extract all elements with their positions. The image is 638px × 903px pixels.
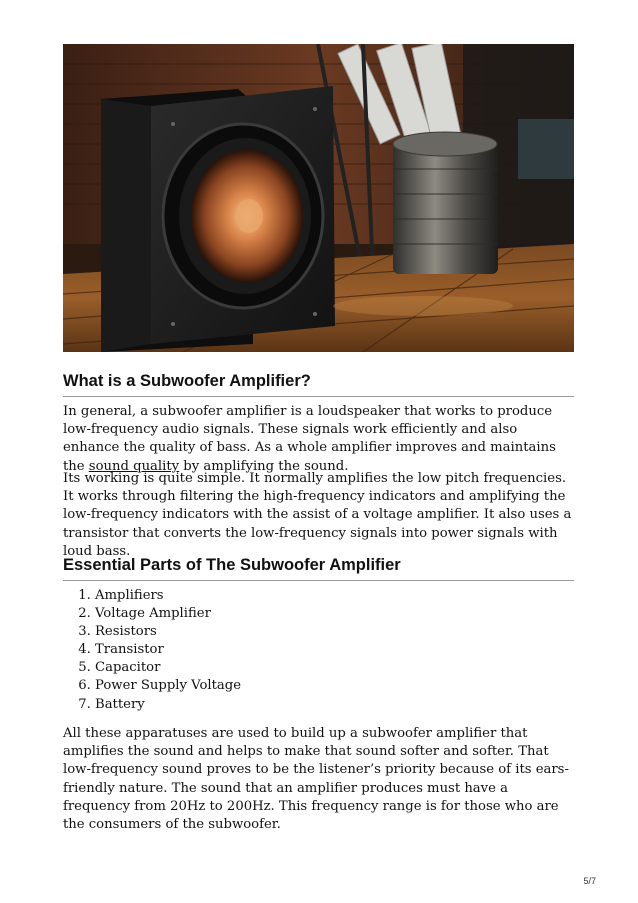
list-item: 2. Voltage Amplifier: [95, 605, 241, 623]
list-item: 4. Transistor: [95, 641, 241, 659]
paragraph-intro: [63, 403, 574, 476]
list-item: 6. Power Supply Voltage: [95, 677, 241, 695]
intro-text-before: In general, a subwoofer amplifier is a loudspeaker that works to produce low-frequency audio signals. These signals work efficiently and also enhance the quality of bass. As a whole amplifier improves and maintains the: [63, 404, 556, 474]
hero-image: [63, 44, 574, 352]
list-item: 5. Capacitor: [95, 659, 241, 677]
parts-list: [63, 587, 241, 714]
page-number: 5/7: [583, 876, 596, 886]
sound-quality-link[interactable]: sound quality: [88, 458, 180, 474]
list-item: 3. Resistors: [95, 623, 241, 641]
intro-text-after: by amplifying the sound.: [179, 458, 349, 474]
list-item: 7. Battery: [95, 696, 241, 714]
working-text: Its working is quite simple. It normally amplifies the low pitch frequencies. It works through filtering the high-frequency indicators and amplifying the low-frequency indicators with the assist of a voltage amplifier. It also uses a transistor that converts the low-frequency signals into power signals with loud bass.: [63, 471, 572, 559]
list-item: 1. Amplifiers: [95, 587, 241, 605]
paragraph-apparatuses: [63, 725, 574, 834]
section-heading-subwoofer-amplifier: What is a Subwoofer Amplifier?: [63, 372, 574, 397]
section-heading-essential-parts: Essential Parts of The Subwoofer Amplifier: [63, 556, 574, 581]
apparatuses-text: All these apparatuses are used to build up a subwoofer amplifier that amplifies the sound and helps to make that sound softer and softer. That low-frequency sound proves to be the listener’s priority because of its ears-friendly nature. The sound that an amplifier produces must have a frequency from 20Hz to 200Hz. This frequency range is for those who are the consumers of the subwoofer.: [63, 726, 569, 833]
paragraph-working: [63, 470, 574, 561]
